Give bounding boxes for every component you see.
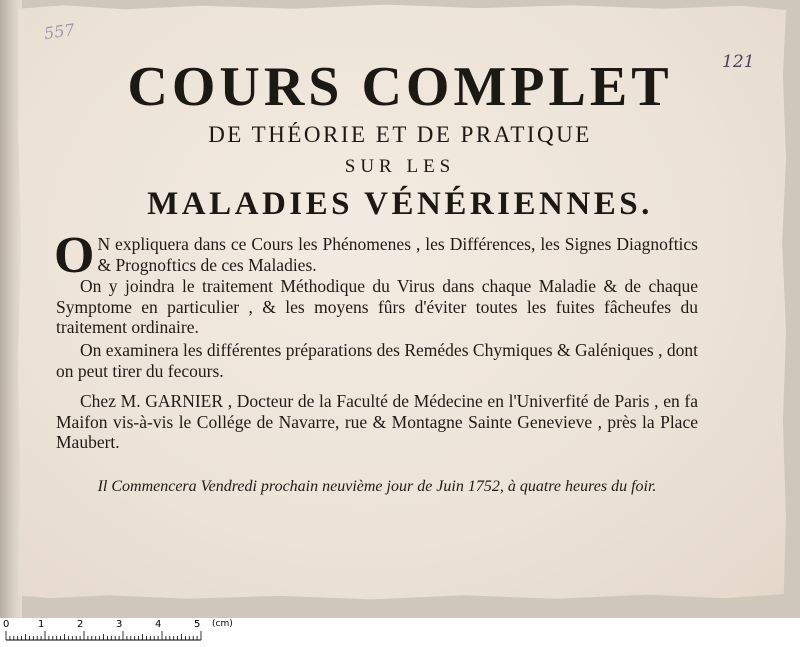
- title-main: COURS COMPLET: [127, 56, 673, 118]
- scale-ticks: [6, 631, 201, 640]
- scale-label-0: 0: [3, 619, 10, 630]
- paragraph-address: Chez M. GARNIER , Docteur de la Faculté de Médecine en l'Univerfité de Paris , en fa Maifon vis-à-vis le Collége de Navarre, rue & Montagne Sainte Genevieve , près la Place Maubert.: [56, 391, 698, 452]
- paragraph-phenomena: [54, 227, 698, 284]
- paragraph-remedies: On examinera les différentes préparations des Remédes Chymiques & Galéniques , dont on peut tirer du fecours.: [56, 340, 698, 381]
- drop-cap-letter: O: [54, 227, 95, 284]
- archive-reference-left: 557: [42, 19, 76, 44]
- scale-label-4: 4: [155, 619, 162, 630]
- title-connector: SUR LES: [344, 156, 456, 177]
- scale-label-1: 1: [38, 619, 45, 630]
- scale-label-2: 2: [77, 619, 84, 630]
- paragraph-treatment: On y joindra le traitement Méthodique du Virus dans chaque Maladie & de chaque Symptome en particulier , & les moyens fûrs d'éviter toutes les fuites fâcheufes du traitement ordinaire.: [56, 276, 698, 337]
- measurement-scale: [0, 618, 800, 647]
- start-date-notice: Il Commencera Vendredi prochain neuvième jour de Juin 1752, à quatre heures du foir.: [97, 478, 657, 495]
- paragraph-phenomena-text: N expliquera dans ce Cours les Phénomenes , les Différences, les Signes Diagnoftics & Prognoftics de ces Maladies.: [97, 234, 698, 275]
- title-subject: MALADIES VÉNÉRIENNES.: [147, 186, 653, 222]
- scale-unit-label: (cm): [212, 619, 233, 629]
- title-subtitle: DE THÉORIE ET DE PRATIQUE: [208, 122, 592, 147]
- archive-reference-right: 121: [722, 52, 755, 72]
- scale-label-5: 5: [194, 619, 201, 630]
- scale-label-3: 3: [116, 619, 123, 630]
